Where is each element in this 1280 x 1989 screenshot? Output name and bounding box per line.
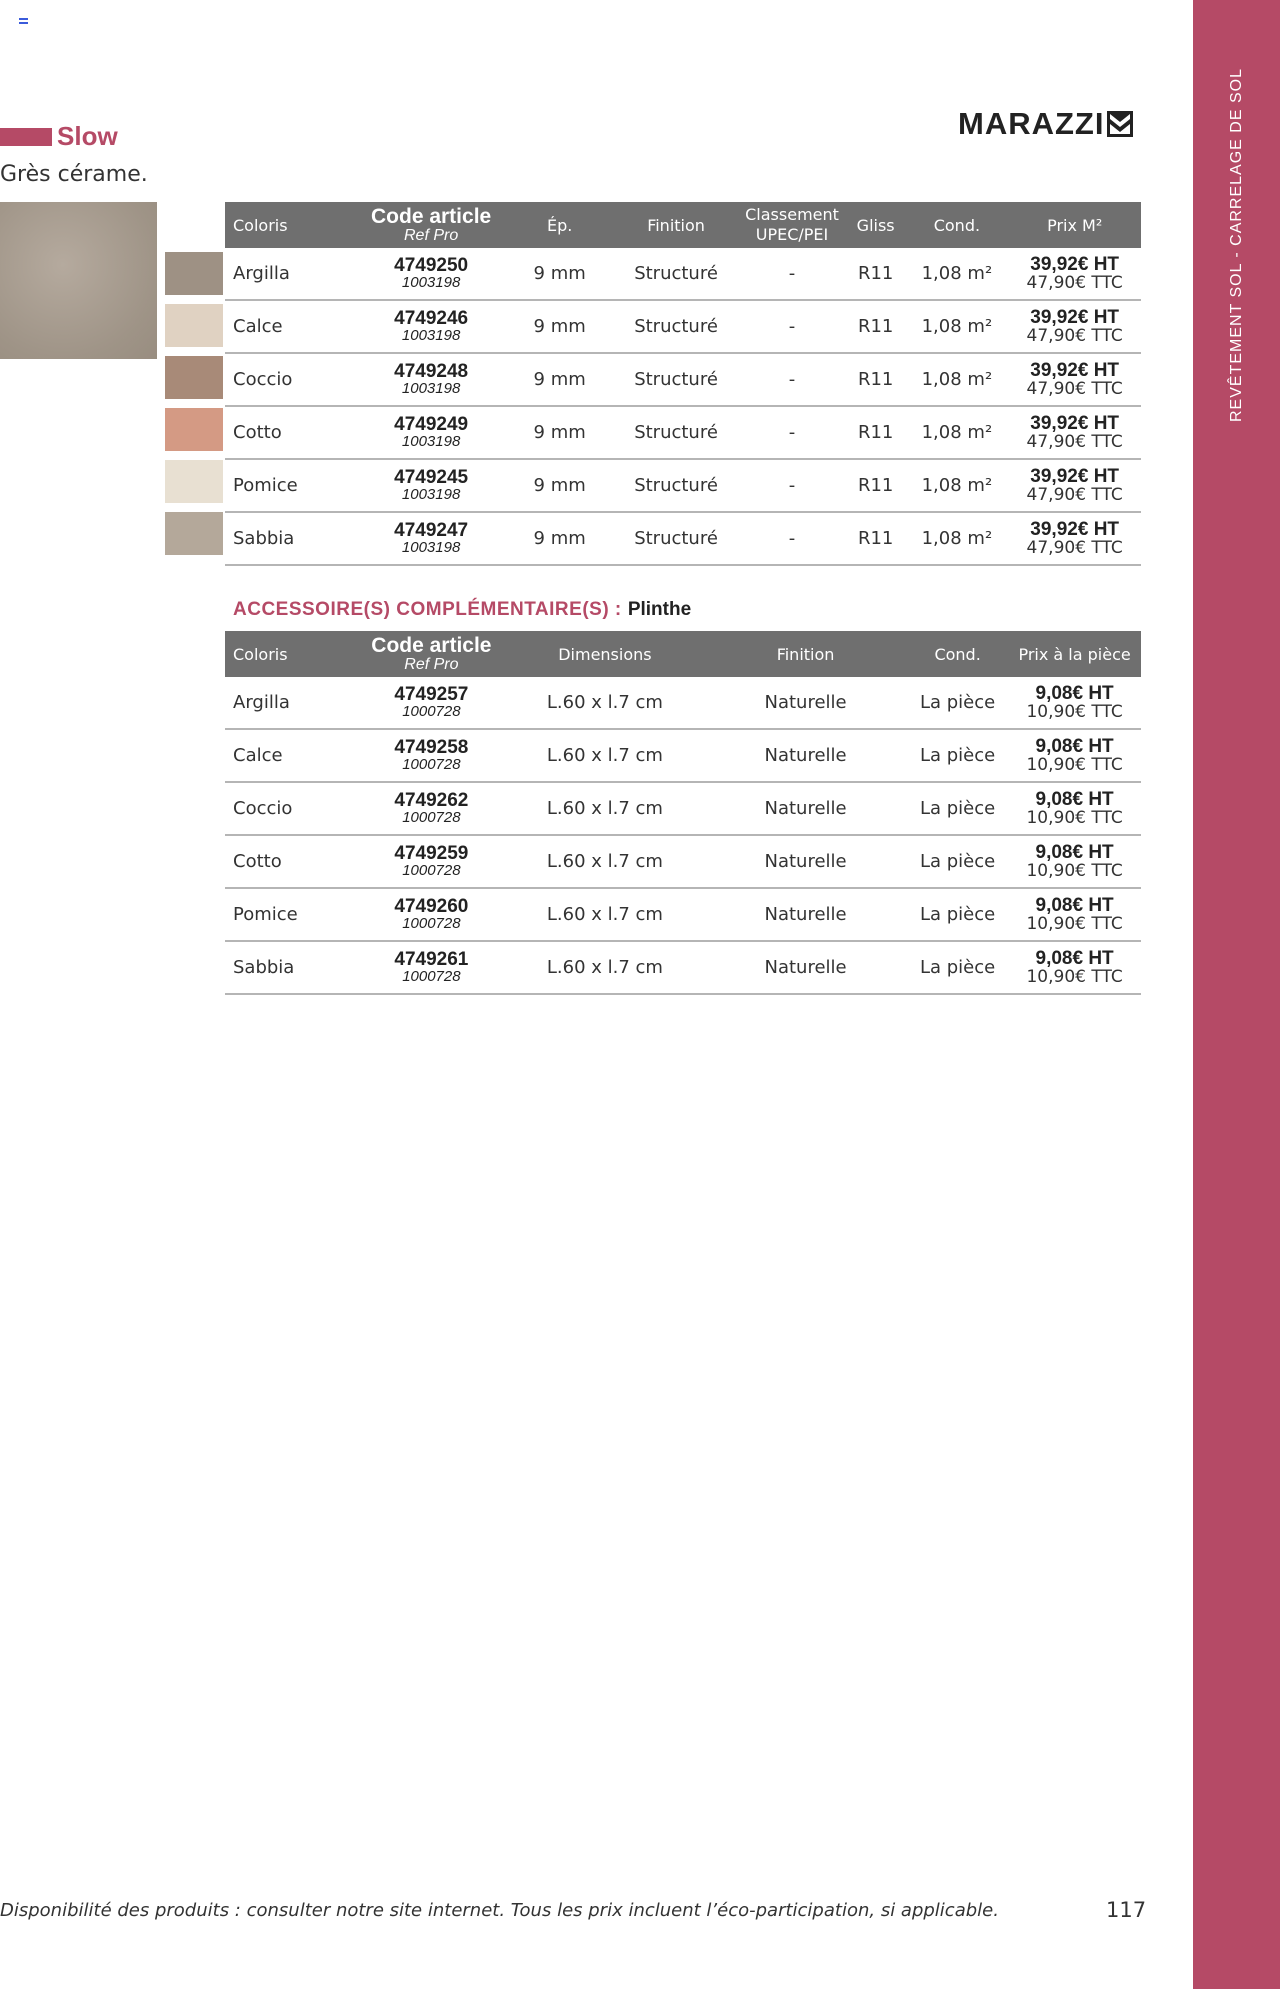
acc-col-finition: Finition [704,631,907,677]
col-code-sub: Ref Pro [403,227,459,244]
acc-cell-coloris: Coccio [225,782,357,835]
cell-finition: Structuré [614,248,738,300]
acc-cell-price [1008,782,1141,835]
col-cond: Cond. [905,202,1008,248]
accessories-table [225,631,1141,995]
cell-code-main: 4749247 [394,520,469,541]
cell-code [357,353,506,406]
color-swatch [165,408,223,451]
menu-icon [19,18,28,24]
brand-mark-icon [1107,111,1133,137]
price-ttc: 47,90€ TTC [1026,432,1123,452]
cell-price [1008,248,1141,300]
acc-cell-finition: Naturelle [704,835,907,888]
cell-ep: 9 mm [505,406,614,459]
acc-cell-finition: Naturelle [704,782,907,835]
cell-gliss: R11 [846,300,906,353]
col-coloris: Coloris [225,202,357,248]
acc-col-dimensions: Dimensions [506,631,704,677]
cell-coloris: Pomice [225,459,357,512]
acc-cell-coloris: Argilla [225,677,357,729]
cell-code [357,248,506,300]
cell-gliss: R11 [846,353,906,406]
cell-code [357,300,506,353]
cell-cond: 1,08 m² [905,248,1008,300]
acc-cell-coloris: Pomice [225,888,357,941]
cell-coloris: Coccio [225,353,357,406]
acc-cell-code-main: 4749261 [394,949,469,970]
acc-col-code-label: Code article [371,634,492,657]
price-ht: 39,92€ HT [1030,254,1120,275]
acc-cell-cond: La pièce [907,677,1008,729]
col-code [357,202,506,248]
cell-code-ref: 1003198 [401,433,461,450]
cell-finition: Structuré [614,406,738,459]
acc-cell-coloris: Calce [225,729,357,782]
col-classement-sub: UPEC/PEI [755,225,829,244]
cell-price [1008,459,1141,512]
cell-cond: 1,08 m² [905,300,1008,353]
tiles-table-header [225,202,1141,248]
price-ttc: 47,90€ TTC [1026,485,1123,505]
cell-coloris: Calce [225,300,357,353]
tile-row [225,248,1141,300]
acc-cell-code-ref: 1000728 [402,703,461,720]
acc-cell-finition: Naturelle [704,677,907,729]
acc-cell-dimensions: L.60 x l.7 cm [506,835,704,888]
price-ttc: 47,90€ TTC [1026,326,1123,346]
cell-classement: - [738,300,846,353]
price-ttc: 47,90€ TTC [1026,273,1123,293]
cell-coloris: Sabbia [225,512,357,565]
cell-code-main: 4749246 [394,308,469,329]
cell-gliss: R11 [846,248,906,300]
acc-price-ttc: 10,90€ TTC [1026,808,1123,828]
price-ht: 39,92€ HT [1030,360,1120,381]
acc-price-ttc: 10,90€ TTC [1026,702,1123,722]
col-classement [738,202,846,248]
accessory-row [225,888,1141,941]
cell-cond: 1,08 m² [905,406,1008,459]
acc-cell-code-main: 4749260 [394,896,469,917]
cell-classement: - [738,248,846,300]
price-ht: 39,92€ HT [1030,307,1120,328]
acc-cell-finition: Naturelle [704,888,907,941]
price-ht: 39,92€ HT [1030,466,1120,487]
cell-coloris: Argilla [225,248,357,300]
title-accent-bar [0,128,52,146]
cell-code-ref: 1003198 [401,486,461,503]
color-swatch [165,304,223,347]
accessory-row [225,782,1141,835]
cell-price [1008,406,1141,459]
col-code-label: Code article [371,205,492,228]
page-number: 117 [1106,1898,1147,1922]
acc-price-ttc: 10,90€ TTC [1026,967,1123,987]
accessory-row [225,729,1141,782]
cell-cond: 1,08 m² [905,459,1008,512]
cell-code-main: 4749250 [394,255,469,276]
acc-col-code-sub: Ref Pro [404,656,459,673]
acc-cell-dimensions: L.60 x l.7 cm [506,888,704,941]
acc-cell-cond: La pièce [907,888,1008,941]
acc-cell-cond: La pièce [907,782,1008,835]
cell-ep: 9 mm [505,512,614,565]
brand-name: MARAZZI [958,106,1105,141]
cell-cond: 1,08 m² [905,512,1008,565]
tile-row [225,353,1141,406]
col-ep: Ép. [505,202,614,248]
cell-finition: Structuré [614,300,738,353]
cell-price [1008,512,1141,565]
acc-cell-coloris: Sabbia [225,941,357,994]
product-tile-image [0,202,157,359]
acc-cell-code-main: 4749262 [394,790,469,811]
page-title: Slow [57,121,118,151]
acc-cell-code-main: 4749258 [394,737,469,758]
acc-price-ttc: 10,90€ TTC [1026,861,1123,881]
color-swatch [165,512,223,555]
color-swatch [165,460,223,503]
acc-price-ttc: 10,90€ TTC [1026,914,1123,934]
acc-cell-price [1008,729,1141,782]
acc-cell-price [1008,835,1141,888]
cell-cond: 1,08 m² [905,353,1008,406]
cell-finition: Structuré [614,459,738,512]
acc-cell-dimensions: L.60 x l.7 cm [506,941,704,994]
tile-row [225,406,1141,459]
acc-cell-finition: Naturelle [704,941,907,994]
acc-cell-code-ref: 1000728 [402,809,461,826]
cell-code [357,406,506,459]
cell-code-ref: 1003198 [401,380,461,397]
acc-cell-code-ref: 1000728 [402,862,461,879]
tile-row [225,512,1141,565]
accessory-row [225,835,1141,888]
sidebar-label: REVÊTEMENT SOL - CARRELAGE DE SOL [1228,68,1245,422]
accessory-row [225,941,1141,994]
acc-cell-dimensions: L.60 x l.7 cm [506,729,704,782]
acc-cell-code [357,835,506,888]
col-prix: Prix M² [1008,202,1141,248]
acc-cell-code-ref: 1000728 [402,968,461,985]
cell-finition: Structuré [614,353,738,406]
acc-cell-coloris: Cotto [225,835,357,888]
acc-price-ht: 9,08€ HT [1035,683,1114,704]
acc-cell-code-ref: 1000728 [402,756,461,773]
acc-cell-dimensions: L.60 x l.7 cm [506,782,704,835]
cell-price [1008,353,1141,406]
acc-cell-code [357,888,506,941]
acc-cell-cond: La pièce [907,941,1008,994]
acc-cell-price [1008,677,1141,729]
col-gliss: Gliss [846,202,906,248]
footer-note: Disponibilité des produits : consulter notre site internet. Tous les prix incluent l’éco-participation, si applicable. [0,1900,999,1921]
price-ttc: 47,90€ TTC [1026,379,1123,399]
cell-finition: Structuré [614,512,738,565]
accessory-row [225,677,1141,729]
cell-ep: 9 mm [505,248,614,300]
accessories-title-prefix: ACCESSOIRE(S) COMPLÉMENTAIRE(S) : [233,599,622,620]
acc-col-coloris: Coloris [225,631,357,677]
cell-gliss: R11 [846,512,906,565]
cell-ep: 9 mm [505,300,614,353]
page-subtitle: Grès cérame. [0,162,148,187]
price-ht: 39,92€ HT [1030,519,1120,540]
acc-price-ht: 9,08€ HT [1035,948,1114,969]
col-classement-label: Classement [745,205,839,224]
acc-price-ht: 9,08€ HT [1035,895,1114,916]
acc-cell-cond: La pièce [907,835,1008,888]
tiles-table [225,202,1141,566]
cell-gliss: R11 [846,406,906,459]
color-swatch [165,356,223,399]
acc-cell-code [357,677,506,729]
acc-cell-price [1008,888,1141,941]
color-swatch [165,252,223,295]
acc-cell-code [357,941,506,994]
cell-classement: - [738,459,846,512]
cell-classement: - [738,353,846,406]
cell-code-main: 4749248 [394,361,469,382]
price-ttc: 47,90€ TTC [1026,538,1123,558]
cell-gliss: R11 [846,459,906,512]
cell-code [357,512,506,565]
acc-col-prix: Prix à la pièce [1008,631,1141,677]
acc-cell-code [357,782,506,835]
accessories-table-header [225,631,1141,677]
acc-cell-dimensions: L.60 x l.7 cm [506,677,704,729]
accessories-title-item: Plinthe [627,599,692,620]
cell-ep: 9 mm [505,459,614,512]
acc-price-ht: 9,08€ HT [1035,789,1114,810]
price-ht: 39,92€ HT [1030,413,1120,434]
cell-code [357,459,506,512]
acc-col-code [357,631,506,677]
cell-classement: - [738,406,846,459]
cell-code-ref: 1003198 [401,327,461,344]
cell-price [1008,300,1141,353]
cell-ep: 9 mm [505,353,614,406]
acc-price-ht: 9,08€ HT [1035,736,1114,757]
accessories-title [233,598,691,621]
acc-price-ttc: 10,90€ TTC [1026,755,1123,775]
cell-code-main: 4749249 [394,414,469,435]
acc-cell-code-main: 4749259 [394,843,469,864]
cell-code-main: 4749245 [394,467,469,488]
acc-cell-code [357,729,506,782]
acc-price-ht: 9,08€ HT [1035,842,1114,863]
acc-cell-cond: La pièce [907,729,1008,782]
acc-cell-price [1008,941,1141,994]
tile-row [225,459,1141,512]
cell-coloris: Cotto [225,406,357,459]
acc-cell-finition: Naturelle [704,729,907,782]
cell-code-ref: 1003198 [401,539,461,556]
tile-row [225,300,1141,353]
col-finition: Finition [614,202,738,248]
brand-logo [958,106,1133,142]
acc-cell-code-ref: 1000728 [402,915,461,932]
acc-col-cond: Cond. [907,631,1008,677]
cell-classement: - [738,512,846,565]
cell-code-ref: 1003198 [401,274,461,291]
acc-cell-code-main: 4749257 [394,684,469,705]
